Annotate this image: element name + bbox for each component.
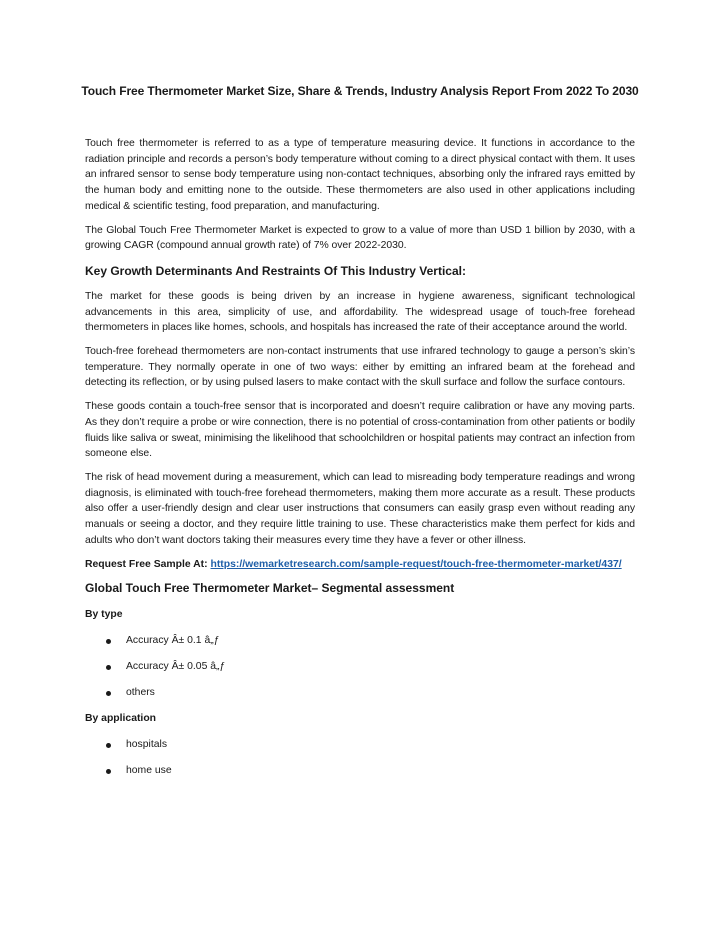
section-heading: Key Growth Determinants And Restraints Of This Industry Vertical:: [85, 263, 466, 278]
bullet-icon: [106, 769, 111, 774]
bullet-icon: [106, 743, 111, 748]
list-item: [85, 738, 635, 752]
list-item: [85, 634, 635, 648]
list-item-text: home use: [126, 765, 172, 777]
by-type-list: [85, 634, 635, 700]
bullet-icon: [106, 691, 111, 696]
section-paragraph: These goods contain a touch-free sensor that is incorporated and doesn’t require calibration or have any moving parts. As they don’t require a probe or wire connection, there is no potential of cross-contamination from other patients or bodily fluids like saliva or sweat, minimising the likelihood that schoolchildren or hospital patients may contract an infection from someone else.: [85, 401, 636, 460]
document-content: [85, 136, 635, 790]
page-title: Touch Free Thermometer Market Size, Share & Trends, Industry Analysis Report From 2022 To 2030: [81, 84, 639, 98]
sample-request-line: [85, 557, 635, 572]
intro-paragraph: The Global Touch Free Thermometer Market is expected to grow to a value of more than USD 1 billion by 2030, with a growing CAGR (compound annual growth rate) of 7% over 2022-2030.: [85, 224, 635, 252]
bullet-icon: [106, 639, 111, 644]
intro-paragraph: Touch free thermometer is referred to as a type of temperature measuring device. It functions in accordance to the radiation principle and records a person’s body temperature without coming to a direct physical contact with them. It uses an infrared sensor to sense body temperature using non-contact techniques, absorbing only the infrared rays emitted by the human body and emitting none to the outside. These thermometers are also used in other applications including medical & scientific testing, food preparation, and manufacturing.: [85, 138, 635, 212]
section-paragraph: Touch-free forehead thermometers are non-contact instruments that use infrared technology to gauge a person’s skin’s temperature. They normally operate in one of two ways: either by emitting an infrared beam at the forehead and detecting its reflection, or by using pulsed lasers to make contact with the skull surface and follow the surface contours.: [85, 346, 635, 389]
list-item-text: others: [126, 687, 155, 699]
by-type-label: By type: [85, 609, 123, 621]
segment-heading: Global Touch Free Thermometer Market– Segmental assessment: [85, 581, 455, 596]
list-item-text: Accuracy Â± 0.1 â„ƒ: [126, 635, 220, 647]
sample-request-link[interactable]: https://wemarketresearch.com/sample-request/touch-free-thermometer-market/437/: [210, 559, 622, 571]
bullet-icon: [106, 665, 111, 670]
section-paragraph: The market for these goods is being driven by an increase in hygiene awareness, significant technological advancements in this area, simplicity of use, and affordability. The widespread usage of touch-free forehead thermometers in places like homes, schools, and hospitals has increased the rate of their acceptance around the world.: [85, 290, 635, 334]
by-application-list: [85, 738, 635, 778]
list-item-text: hospitals: [126, 739, 168, 751]
sample-label: Request Free Sample At:: [85, 559, 208, 571]
list-item: [85, 764, 635, 778]
section-paragraph: The risk of head movement during a measurement, which can lead to misreading body temperature readings and wrong diagnosis, is eliminated with touch-free forehead thermometers, making them more accurate as a result. These products also offer a user-friendly design and clear user instructions that consumers can easily grasp even without reading any manuals or seeing a doctor, and they require little training to use. These characteristics make them perfect for kids and adults who don’t want doctors taking their measures every time they have a fever or other illness.: [85, 471, 635, 546]
list-item-text: Accuracy Â± 0.05 â„ƒ: [126, 661, 226, 673]
by-application-label: By application: [85, 713, 157, 725]
list-item: [85, 686, 635, 700]
list-item: [85, 660, 635, 674]
